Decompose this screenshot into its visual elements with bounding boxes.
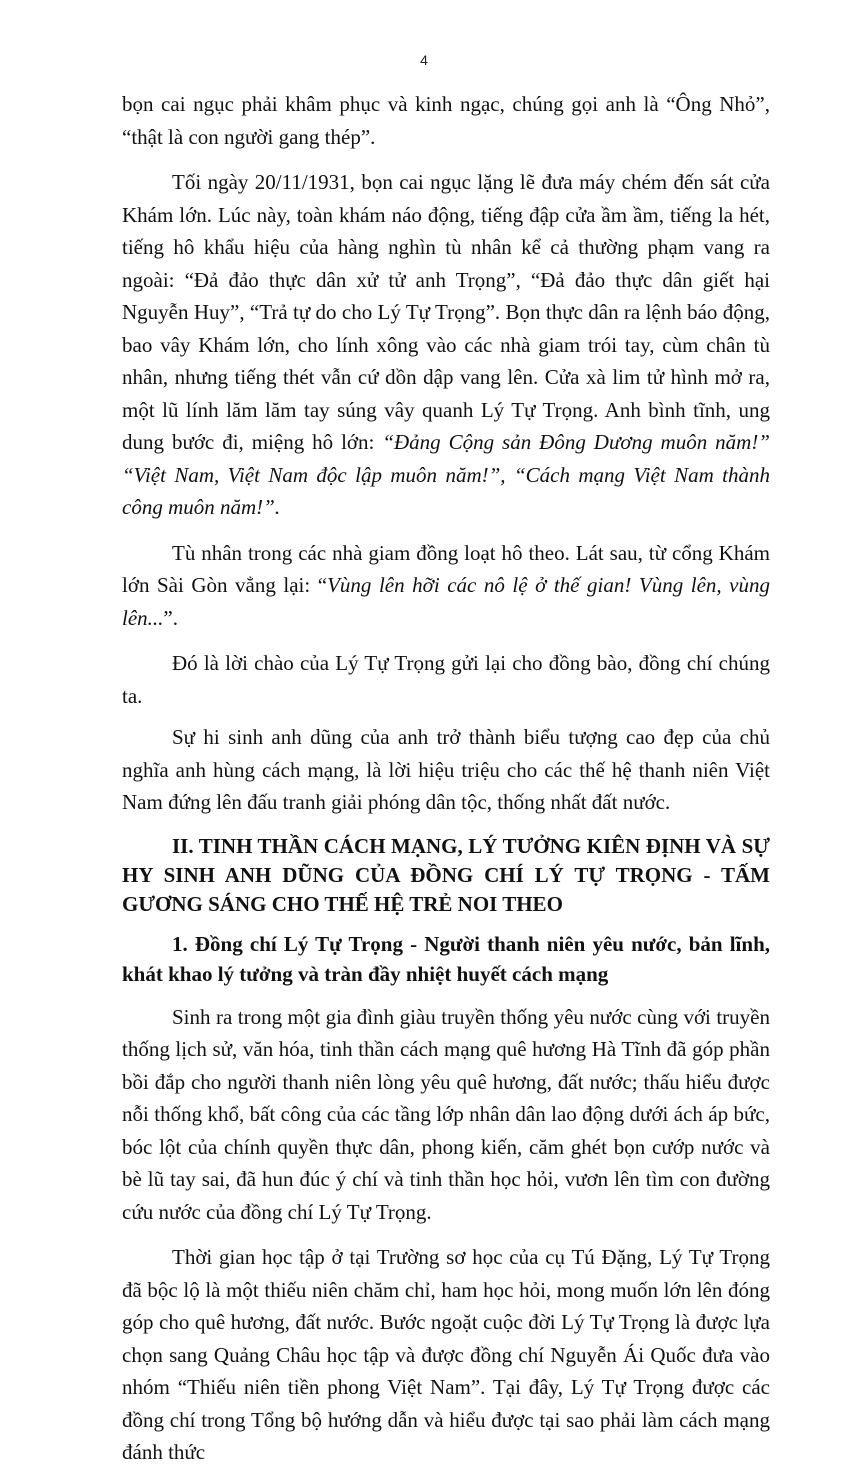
paragraph-2-slogans: “Đảng Cộng sản Đông Dương muôn năm!” “Việt Nam, Việt Nam độc lập muôn năm!”, “Cách mạng Việt Nam thành công muôn năm!”. [122, 430, 770, 519]
page-number: 4 [420, 52, 428, 68]
section-heading: II. TINH THẦN CÁCH MẠNG, LÝ TƯỞNG KIÊN ĐỊNH VÀ SỰ HY SINH ANH DŨNG CỦA ĐỒNG CHÍ LÝ TỰ TRỌNG - TẤM GƯƠNG SÁNG CHO THẾ HỆ TRẺ NOI THEO [122, 833, 770, 916]
paragraph-3 [122, 537, 770, 635]
paragraph-6: Sinh ra trong một gia đình giàu truyền thống yêu nước cùng với truyền thống lịch sử, văn hóa, tinh thần cách mạng quê hương Hà Tĩnh đã góp phần bồi đắp cho người thanh niên lòng yêu quê hương, đất nước; thấu hiểu được nỗi thống khổ, bất công của các tầng lớp nhân dân lao động dưới ách áp bức, bóc lột của chính quyền thực dân, phong kiến, căm ghét bọn cướp nước và bè lũ tay sai, đã hun đúc ý chí và tinh thần học hỏi, vươn lên tìm con đường cứu nước của đồng chí Lý Tự Trọng. [122, 1004, 770, 1224]
paragraph-7: Thời gian học tập ở tại Trường sơ học của cụ Tú Đặng, Lý Tự Trọng đã bộc lộ là một thiếu niên chăm chỉ, ham học hỏi, mong muốn lớn lên đóng góp cho quê hương, đất nước. Bước ngoặt cuộc đời Lý Tự Trọng là được lựa chọn sang Quảng Châu học tập và được đồng chí Nguyễn Ái Quốc đưa vào nhóm “Thiếu niên tiền phong Việt Nam”. Tại đây, Lý Tự Trọng được các đồng chí trong Tổng bộ hướng dẫn và hiểu được tại sao phải làm cách mạng đánh thức [122, 1245, 770, 1464]
paragraph-1: bọn cai ngục phải khâm phục và kinh ngạc, chúng gọi anh là “Ông Nhỏ”, “thật là con người gang thép”. [122, 92, 770, 149]
subsection-heading: 1. Đồng chí Lý Tự Trọng - Người thanh niên yêu nước, bản lĩnh, khát khao lý tưởng và tràn đầy nhiệt huyết cách mạng [122, 931, 770, 986]
document-body [122, 88, 770, 1482]
paragraph-4: Đó là lời chào của Lý Tự Trọng gửi lại cho đồng bào, đồng chí chúng ta. [122, 651, 770, 708]
paragraph-2 [122, 166, 770, 524]
paragraph-3-text: Tù nhân trong các nhà giam đồng loạt hô theo. Lát sau, từ cổng Khám lớn Sài Gòn vẳng lại: “ [122, 540, 770, 597]
paragraph-3-end: ”. [163, 605, 178, 630]
paragraph-2-text: Tối ngày 20/11/1931, bọn cai ngục lặng lẽ đưa máy chém đến sát cửa Khám lớn. Lúc này, toàn khám náo động, tiếng đập cửa ầm ầm, tiếng la hét, tiếng hô khẩu hiệu của hàng nghìn tù nhân kể cả thường phạm vang ra ngoài: “Đả đảo thực dân xử tử anh Trọng”, “Đả đảo thực dân giết hại Nguyễn Huy”, “Trả tự do cho Lý Tự Trọng”. Bọn thực dân ra lệnh báo động, bao vây Khám lớn, cho lính xông vào các nhà giam trói tay, cùm chân tù nhân, nhưng tiếng thét vẫn cứ dồn dập vang lên. Cửa xà lim tử hình mở ra, một lũ lính lăm lăm tay súng vây quanh Lý Tự Trọng. Anh bình tĩnh, ung dung bước đi, miệng hô lớn: [122, 170, 770, 454]
paragraph-3-quote: Vùng lên hỡi các nô lệ ở thế gian! Vùng lên, vùng lên... [122, 573, 770, 630]
paragraph-5: Sự hi sinh anh dũng của anh trở thành biểu tượng cao đẹp của chủ nghĩa anh hùng cách mạng, là lời hiệu triệu cho các thế hệ thanh niên Việt Nam đứng lên đấu tranh giải phóng dân tộc, thống nhất đất nước. [122, 725, 770, 814]
